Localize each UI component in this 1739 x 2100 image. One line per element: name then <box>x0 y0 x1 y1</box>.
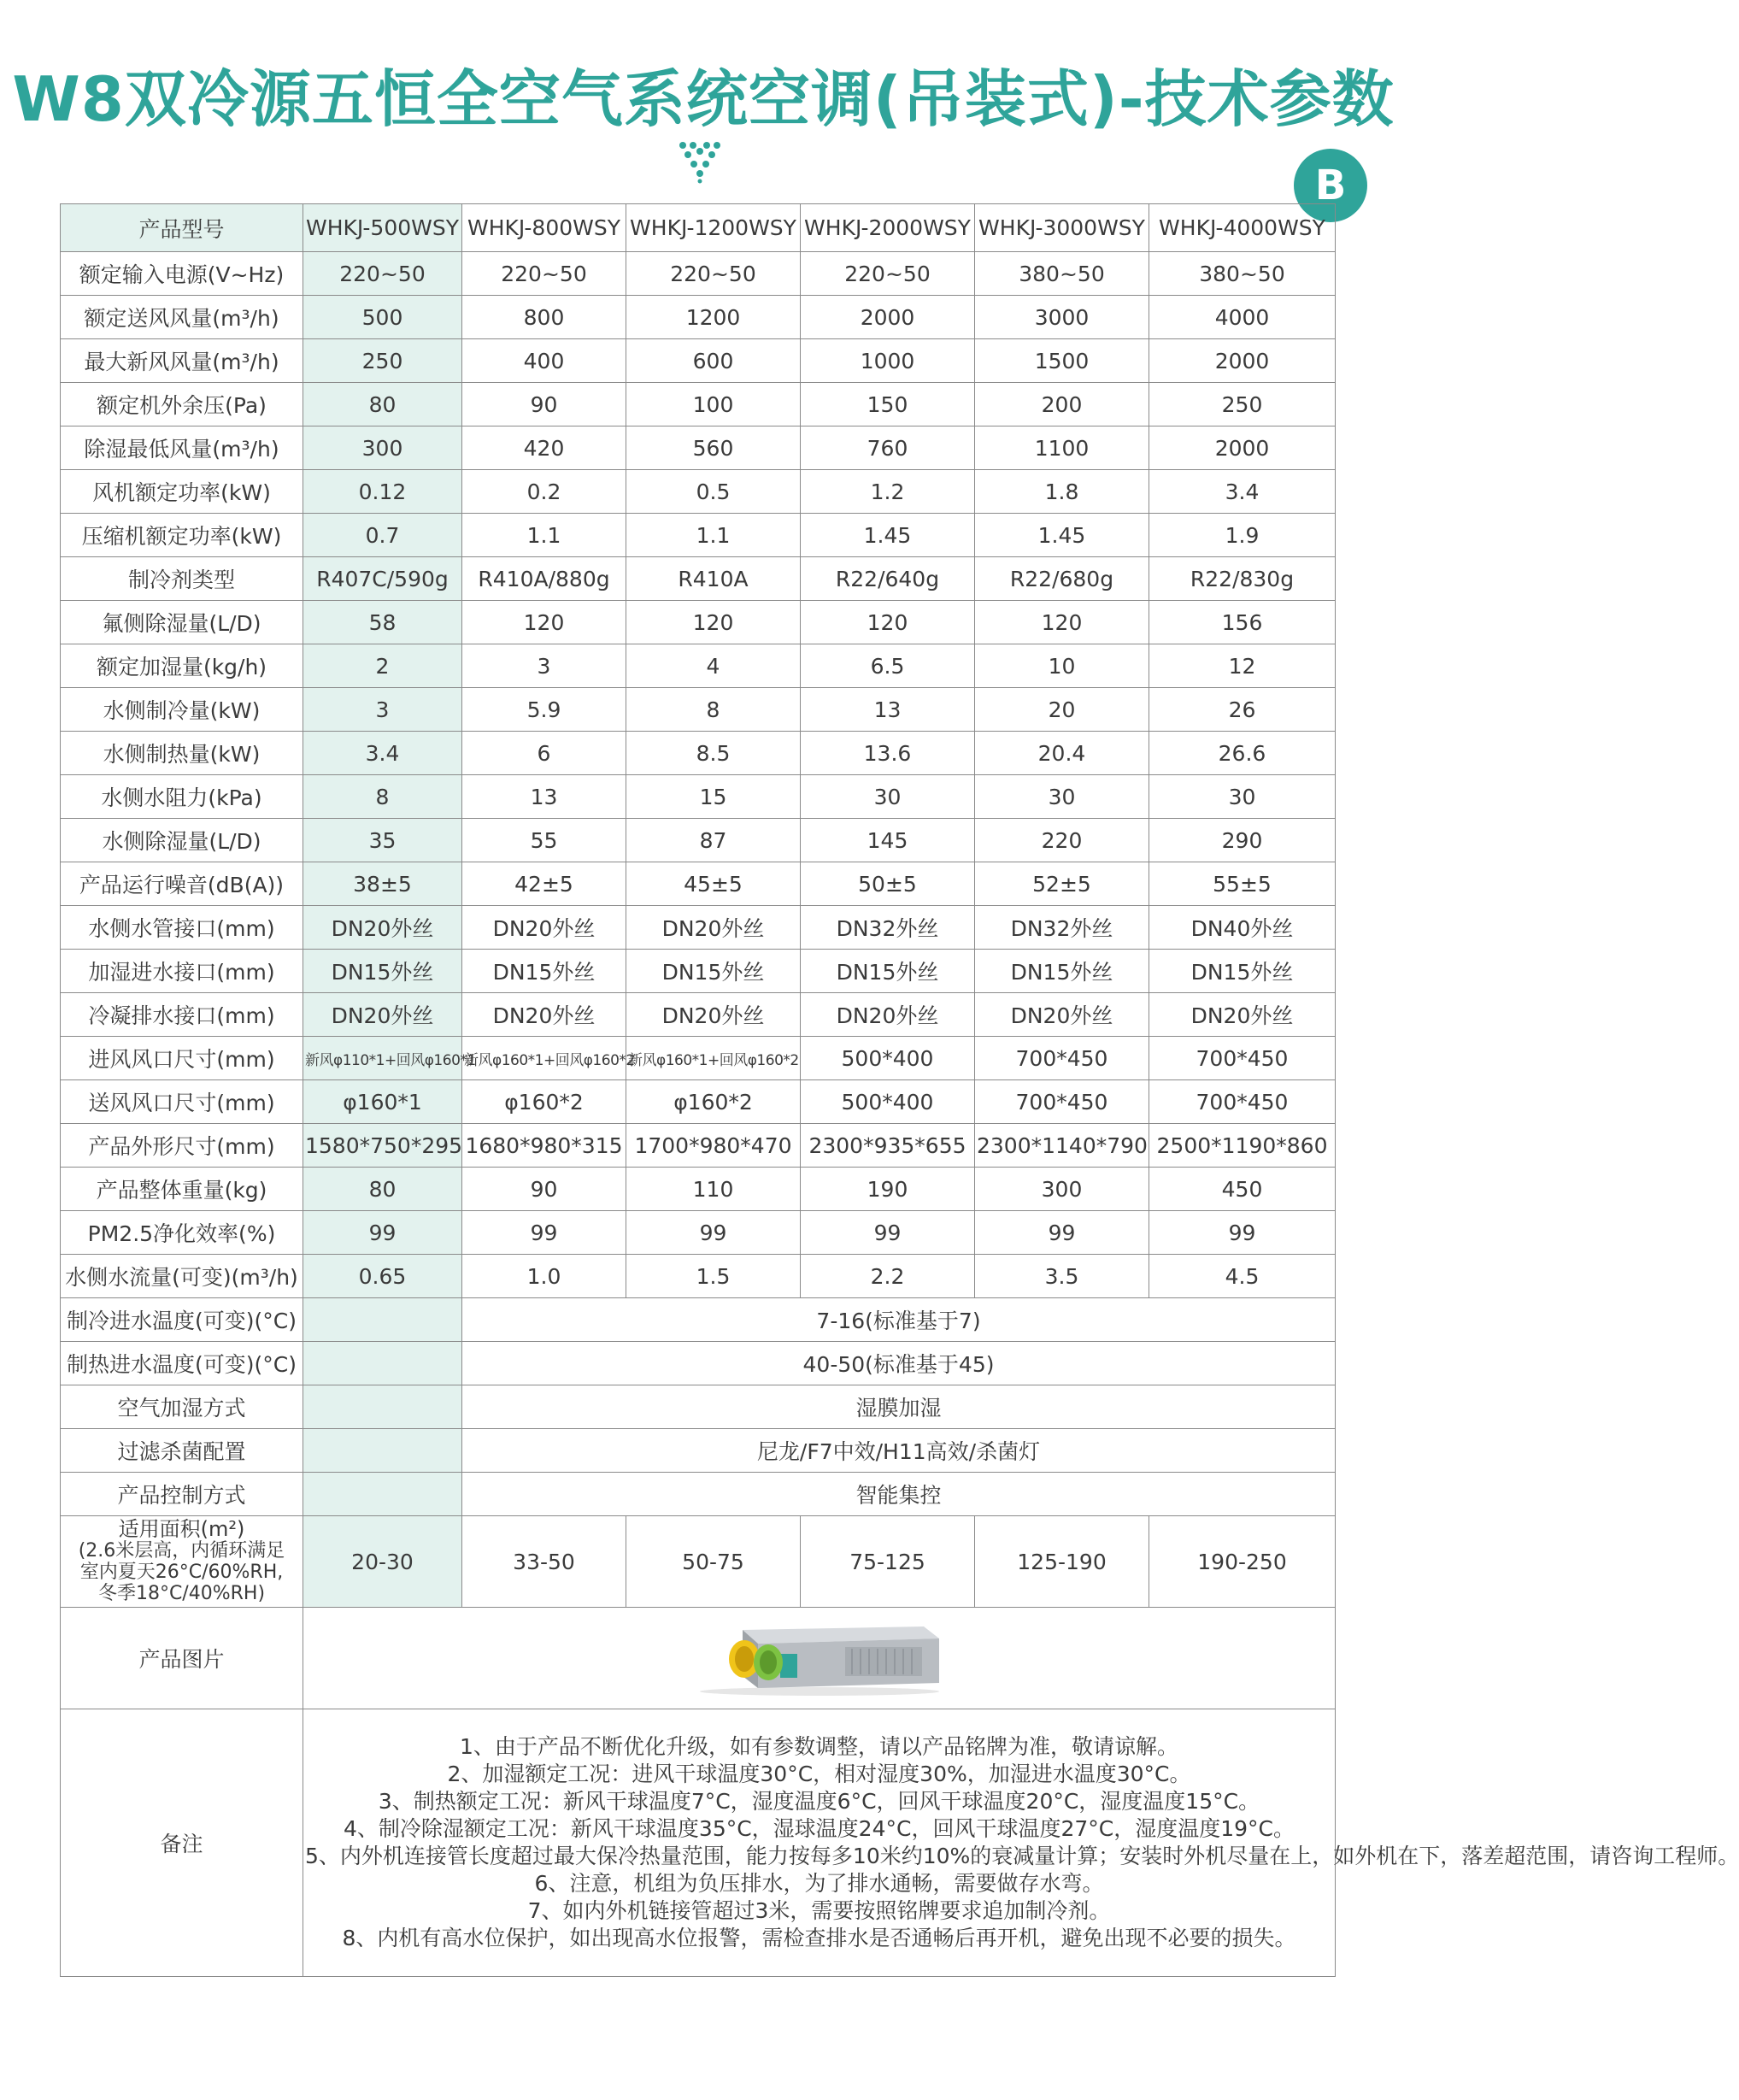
table-cell: 30 <box>975 775 1149 819</box>
table-cell: 3.5 <box>975 1255 1149 1298</box>
table-cell-merged: 智能集控 <box>462 1473 1336 1516</box>
table-cell: 110 <box>626 1168 801 1211</box>
table-cell: 2500*1190*860 <box>1149 1124 1336 1168</box>
product-image <box>691 1620 948 1697</box>
row-label: 产品控制方式 <box>61 1473 303 1516</box>
page-title: W8双冷源五恒全空气系统空调(吊装式)-技术参数 <box>12 63 1395 135</box>
table-cell: 13.6 <box>801 732 975 775</box>
table-cell: DN15外丝 <box>975 950 1149 993</box>
table-cell: 8.5 <box>626 732 801 775</box>
model-header-cell: WHKJ-800WSY <box>462 204 626 252</box>
table-row <box>61 1037 1336 1080</box>
table-cell: DN15外丝 <box>462 950 626 993</box>
table-cell: 2 <box>303 644 462 688</box>
row-label: 水侧除湿量(L/D) <box>61 819 303 862</box>
table-cell: 2300*1140*790 <box>975 1124 1149 1168</box>
table-cell: DN20外丝 <box>462 993 626 1037</box>
row-label: 额定加湿量(kg/h) <box>61 644 303 688</box>
table-row <box>61 1473 1336 1516</box>
table-cell: 125-190 <box>975 1516 1149 1608</box>
table-row <box>61 732 1336 775</box>
table-cell: DN20外丝 <box>462 906 626 950</box>
table-cell: 2300*935*655 <box>801 1124 975 1168</box>
table-cell: DN20外丝 <box>801 993 975 1037</box>
table-row <box>61 1385 1336 1429</box>
table-row <box>61 601 1336 644</box>
table-cell: 1680*980*315 <box>462 1124 626 1168</box>
table-cell: 560 <box>626 426 801 470</box>
table-cell: 120 <box>801 601 975 644</box>
row-label: 送风风口尺寸(mm) <box>61 1080 303 1124</box>
table-header-row <box>61 204 1336 252</box>
table-cell: 0.65 <box>303 1255 462 1298</box>
table-cell: DN32外丝 <box>801 906 975 950</box>
table-cell: 35 <box>303 819 462 862</box>
table-cell: 80 <box>303 1168 462 1211</box>
table-cell: 2000 <box>1149 339 1336 383</box>
table-cell: DN15外丝 <box>303 950 462 993</box>
row-label: 氟侧除湿量(L/D) <box>61 601 303 644</box>
row-label: 制冷剂类型 <box>61 557 303 601</box>
table-row <box>61 819 1336 862</box>
table-cell: 450 <box>1149 1168 1336 1211</box>
row-label: 除湿最低风量(m³/h) <box>61 426 303 470</box>
table-row-area <box>61 1516 1336 1608</box>
table-cell: 80 <box>303 383 462 426</box>
table-row <box>61 1124 1336 1168</box>
table-cell-merged: 7-16(标准基于7) <box>462 1298 1336 1342</box>
table-cell-merged: 40-50(标准基于45) <box>462 1342 1336 1385</box>
table-cell: 15 <box>626 775 801 819</box>
table-cell: 8 <box>303 775 462 819</box>
table-cell: 290 <box>1149 819 1336 862</box>
table-cell: DN20外丝 <box>626 906 801 950</box>
table-cell: 3 <box>462 644 626 688</box>
row-label: 备注 <box>61 1709 303 1977</box>
table-cell: 2000 <box>1149 426 1336 470</box>
model-header-cell: WHKJ-2000WSY <box>801 204 975 252</box>
table-cell: 1.8 <box>975 470 1149 514</box>
table-cell: R22/680g <box>975 557 1149 601</box>
table-cell: 1100 <box>975 426 1149 470</box>
table-row <box>61 1168 1336 1211</box>
row-label: PM2.5净化效率(%) <box>61 1211 303 1255</box>
table-cell: DN15外丝 <box>626 950 801 993</box>
table-cell: 700*450 <box>1149 1037 1336 1080</box>
table-cell: 250 <box>1149 383 1336 426</box>
table-row <box>61 514 1336 557</box>
table-cell: 13 <box>801 688 975 732</box>
row-label: 加湿进水接口(mm) <box>61 950 303 993</box>
table-cell: 2.2 <box>801 1255 975 1298</box>
table-cell: 220 <box>975 819 1149 862</box>
table-cell: 55±5 <box>1149 862 1336 906</box>
table-cell: 99 <box>626 1211 801 1255</box>
table-cell: 1.9 <box>1149 514 1336 557</box>
area-label-line: 适用面积(m²) <box>118 1517 245 1541</box>
table-cell: 5.9 <box>462 688 626 732</box>
table-cell: 26.6 <box>1149 732 1336 775</box>
table-cell: 99 <box>801 1211 975 1255</box>
row-label: 最大新风风量(m³/h) <box>61 339 303 383</box>
table-row <box>61 252 1336 296</box>
table-cell: 250 <box>303 339 462 383</box>
table-cell: R22/640g <box>801 557 975 601</box>
table-cell: DN20外丝 <box>626 993 801 1037</box>
note-item: 7、如内外机链接管超过3米，需要按照铭牌要求追加制冷剂。 <box>527 1898 1111 1923</box>
table-cell-empty <box>303 1342 462 1385</box>
table-cell: 700*450 <box>975 1080 1149 1124</box>
table-cell: 55 <box>462 819 626 862</box>
section-badge: B <box>1294 149 1367 222</box>
table-cell: 190 <box>801 1168 975 1211</box>
table-cell: R410A <box>626 557 801 601</box>
table-cell-empty <box>303 1385 462 1429</box>
table-cell: 52±5 <box>975 862 1149 906</box>
model-header-cell: WHKJ-500WSY <box>303 204 462 252</box>
table-cell: 87 <box>626 819 801 862</box>
table-cell: 800 <box>462 296 626 339</box>
table-cell: 42±5 <box>462 862 626 906</box>
table-cell-empty <box>303 1473 462 1516</box>
table-row <box>61 383 1336 426</box>
brand-logo-icon <box>679 140 721 183</box>
table-cell: 33-50 <box>462 1516 626 1608</box>
table-cell: φ160*2 <box>462 1080 626 1124</box>
table-cell: 100 <box>626 383 801 426</box>
table-cell: 6 <box>462 732 626 775</box>
table-cell: 0.7 <box>303 514 462 557</box>
table-cell: 220~50 <box>801 252 975 296</box>
table-cell: DN20外丝 <box>303 993 462 1037</box>
note-item: 8、内机有高水位保护，如出现高水位报警，需检查排水是否通畅后再开机，避免出现不必要的损失。 <box>342 1926 1296 1950</box>
row-label: 水侧水阻力(kPa) <box>61 775 303 819</box>
table-cell: 500*400 <box>801 1037 975 1080</box>
table-cell: 75-125 <box>801 1516 975 1608</box>
table-cell: 3.4 <box>1149 470 1336 514</box>
row-label: 水侧制冷量(kW) <box>61 688 303 732</box>
table-cell-merged: 湿膜加湿 <box>462 1385 1336 1429</box>
model-header-cell: WHKJ-1200WSY <box>626 204 801 252</box>
table-cell: 1.2 <box>801 470 975 514</box>
table-cell-empty <box>303 1298 462 1342</box>
table-cell: 500 <box>303 296 462 339</box>
table-cell: 20.4 <box>975 732 1149 775</box>
model-header-cell: WHKJ-4000WSY <box>1149 204 1336 252</box>
table-cell: 26 <box>1149 688 1336 732</box>
table-cell: 99 <box>462 1211 626 1255</box>
table-row <box>61 906 1336 950</box>
spec-table <box>60 203 1739 1977</box>
table-row <box>61 1429 1336 1473</box>
note-item: 2、加湿额定工况：进风干球温度30°C，相对湿度30%，加湿进水温度30°C。 <box>447 1762 1191 1786</box>
table-cell: 4000 <box>1149 296 1336 339</box>
table-cell: 0.12 <box>303 470 462 514</box>
row-label: 制冷进水温度(可变)(°C) <box>61 1298 303 1342</box>
table-cell: 新风φ160*1+回风φ160*2 <box>462 1037 626 1080</box>
row-label: 制热进水温度(可变)(°C) <box>61 1342 303 1385</box>
row-label: 水侧制热量(kW) <box>61 732 303 775</box>
table-row <box>61 775 1336 819</box>
table-cell: 99 <box>975 1211 1149 1255</box>
table-cell: 30 <box>801 775 975 819</box>
table-cell: 4 <box>626 644 801 688</box>
table-row-notes <box>61 1709 1336 1977</box>
table-cell: DN15外丝 <box>801 950 975 993</box>
table-cell: 156 <box>1149 601 1336 644</box>
table-row <box>61 993 1336 1037</box>
note-item: 6、注意，机组为负压排水，为了排水通畅，需要做存水弯。 <box>534 1871 1104 1896</box>
model-header-cell: WHKJ-3000WSY <box>975 204 1149 252</box>
table-cell: 1.0 <box>462 1255 626 1298</box>
table-cell: 200 <box>975 383 1149 426</box>
table-row <box>61 296 1336 339</box>
table-cell: 6.5 <box>801 644 975 688</box>
table-cell: 20-30 <box>303 1516 462 1608</box>
table-cell: 新风φ160*1+回风φ160*2 <box>626 1037 801 1080</box>
table-cell: 145 <box>801 819 975 862</box>
table-cell: 760 <box>801 426 975 470</box>
table-cell: R410A/880g <box>462 557 626 601</box>
table-cell: 700*450 <box>1149 1080 1336 1124</box>
area-label-line: 室内夏天26°C/60%RH, <box>79 1562 284 1583</box>
table-cell: 30 <box>1149 775 1336 819</box>
notes-cell <box>303 1709 1739 1977</box>
table-cell: 50-75 <box>626 1516 801 1608</box>
table-row <box>61 1255 1336 1298</box>
table-cell: 120 <box>975 601 1149 644</box>
row-label: 进风风口尺寸(mm) <box>61 1037 303 1080</box>
table-cell: 12 <box>1149 644 1336 688</box>
table-row <box>61 862 1336 906</box>
table-cell: 220~50 <box>626 252 801 296</box>
note-item: 1、由于产品不断优化升级，如有参数调整，请以产品铭牌为准，敬请谅解。 <box>460 1734 1178 1759</box>
table-cell: 120 <box>626 601 801 644</box>
table-cell: 150 <box>801 383 975 426</box>
table-cell: 380~50 <box>975 252 1149 296</box>
table-cell-merged: 尼龙/F7中效/H11高效/杀菌灯 <box>462 1429 1336 1473</box>
table-row-image <box>61 1608 1336 1709</box>
table-cell: 1500 <box>975 339 1149 383</box>
table-cell: 1.1 <box>462 514 626 557</box>
table-row <box>61 644 1336 688</box>
row-label: 冷凝排水接口(mm) <box>61 993 303 1037</box>
table-cell: DN20外丝 <box>303 906 462 950</box>
table-cell: DN32外丝 <box>975 906 1149 950</box>
table-cell: 220~50 <box>462 252 626 296</box>
table-cell: 500*400 <box>801 1080 975 1124</box>
table-cell-empty <box>303 1429 462 1473</box>
row-label: 产品运行噪音(dB(A)) <box>61 862 303 906</box>
table-cell: 380~50 <box>1149 252 1336 296</box>
table-cell: 45±5 <box>626 862 801 906</box>
table-row <box>61 1080 1336 1124</box>
table-cell: 99 <box>303 1211 462 1255</box>
table-cell: 58 <box>303 601 462 644</box>
product-image-cell <box>303 1608 1336 1709</box>
row-label: 压缩机额定功率(kW) <box>61 514 303 557</box>
table-cell: 3000 <box>975 296 1149 339</box>
table-row <box>61 1211 1336 1255</box>
table-cell: 420 <box>462 426 626 470</box>
table-cell: 90 <box>462 383 626 426</box>
row-label: 产品整体重量(kg) <box>61 1168 303 1211</box>
table-cell: φ160*2 <box>626 1080 801 1124</box>
row-label: 水侧水管接口(mm) <box>61 906 303 950</box>
row-label: 额定输入电源(V~Hz) <box>61 252 303 296</box>
table-cell: 700*450 <box>975 1037 1149 1080</box>
table-row <box>61 426 1336 470</box>
row-label: 风机额定功率(kW) <box>61 470 303 514</box>
row-label: 过滤杀菌配置 <box>61 1429 303 1473</box>
area-label-line: 冬季18°C/40%RH) <box>97 1583 266 1604</box>
table-cell: 0.5 <box>626 470 801 514</box>
table-cell: 1.5 <box>626 1255 801 1298</box>
table-cell: 300 <box>975 1168 1149 1211</box>
area-label-line: (2.6米层高，内循环满足 <box>78 1540 285 1562</box>
table-cell: 0.2 <box>462 470 626 514</box>
table-cell: 13 <box>462 775 626 819</box>
table-cell: 1.45 <box>975 514 1149 557</box>
row-label-area <box>61 1516 303 1608</box>
table-cell: 220~50 <box>303 252 462 296</box>
table-cell: 3.4 <box>303 732 462 775</box>
row-label: 空气加湿方式 <box>61 1385 303 1429</box>
table-cell: 50±5 <box>801 862 975 906</box>
table-row <box>61 688 1336 732</box>
table-cell: 8 <box>626 688 801 732</box>
row-label: 水侧水流量(可变)(m³/h) <box>61 1255 303 1298</box>
table-cell: 1.45 <box>801 514 975 557</box>
table-cell: DN15外丝 <box>1149 950 1336 993</box>
table-cell: R407C/590g <box>303 557 462 601</box>
spec-table-body <box>61 204 1739 1977</box>
table-row <box>61 1298 1336 1342</box>
table-cell: DN20外丝 <box>975 993 1149 1037</box>
table-row <box>61 557 1336 601</box>
table-cell: DN40外丝 <box>1149 906 1336 950</box>
table-cell: 1.1 <box>626 514 801 557</box>
table-row <box>61 470 1336 514</box>
table-row <box>61 339 1336 383</box>
row-label: 产品图片 <box>61 1608 303 1709</box>
table-cell: 300 <box>303 426 462 470</box>
table-cell: 120 <box>462 601 626 644</box>
note-item: 4、制冷除湿额定工况：新风干球温度35°C，湿球温度24°C，回风干球温度27°C，湿度温度19°C。 <box>344 1816 1295 1841</box>
table-cell: 99 <box>1149 1211 1336 1255</box>
note-item: 3、制热额定工况：新风干球温度7°C，湿度温度6°C，回风干球温度20°C，湿度温度15°C。 <box>378 1789 1260 1814</box>
note-item: 5、内外机连接管长度超过最大保冷热量范围，能力按每多10米约10%的衰减量计算；安装时外机尽量在上，如外机在下，落差超范围，请咨询工程师。 <box>305 1844 1739 1868</box>
table-cell: 1580*750*295 <box>303 1124 462 1168</box>
table-cell: 600 <box>626 339 801 383</box>
row-label: 产品型号 <box>61 204 303 252</box>
table-cell: 90 <box>462 1168 626 1211</box>
row-label: 额定送风风量(m³/h) <box>61 296 303 339</box>
table-cell: DN20外丝 <box>1149 993 1336 1037</box>
table-cell: R22/830g <box>1149 557 1336 601</box>
table-cell: 38±5 <box>303 862 462 906</box>
table-cell: 3 <box>303 688 462 732</box>
table-cell: 20 <box>975 688 1149 732</box>
table-cell: 1700*980*470 <box>626 1124 801 1168</box>
row-label: 产品外形尺寸(mm) <box>61 1124 303 1168</box>
table-cell: 2000 <box>801 296 975 339</box>
table-cell: 1000 <box>801 339 975 383</box>
table-cell: 4.5 <box>1149 1255 1336 1298</box>
table-row <box>61 950 1336 993</box>
table-row <box>61 1342 1336 1385</box>
table-cell: 1200 <box>626 296 801 339</box>
table-cell: 新风φ110*1+回风φ160*1 <box>303 1037 462 1080</box>
table-cell: 190-250 <box>1149 1516 1336 1608</box>
table-cell: φ160*1 <box>303 1080 462 1124</box>
table-cell: 400 <box>462 339 626 383</box>
row-label: 额定机外余压(Pa) <box>61 383 303 426</box>
table-cell: 10 <box>975 644 1149 688</box>
